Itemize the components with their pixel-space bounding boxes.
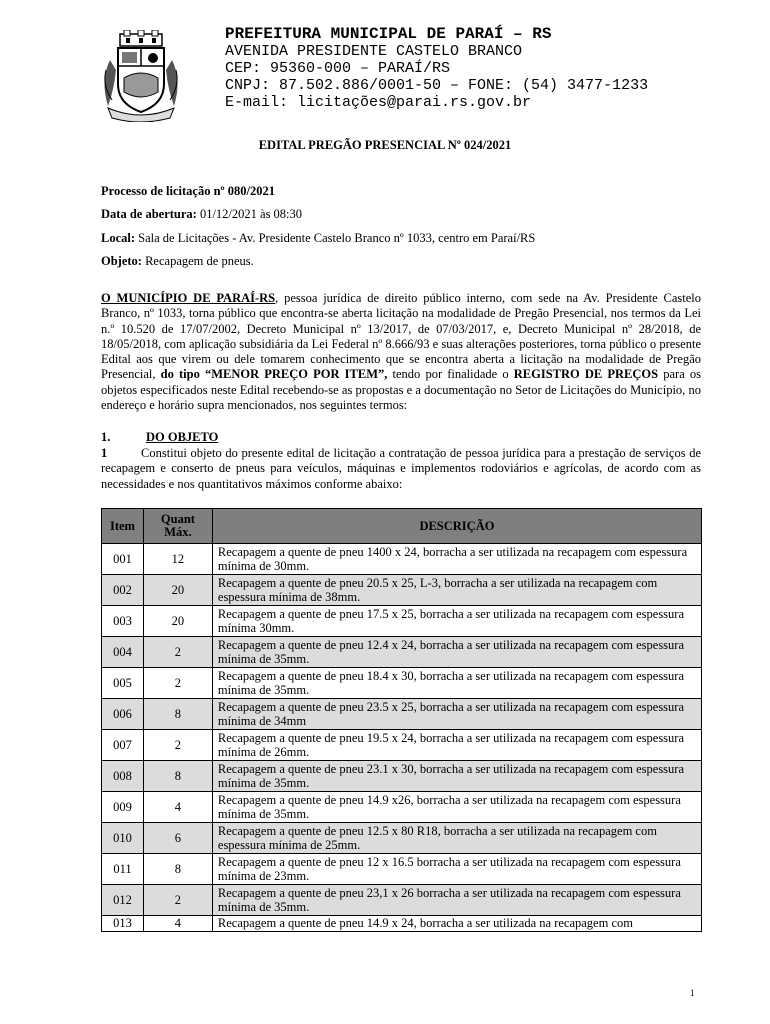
- table-row: [102, 761, 702, 792]
- data-label: Data de abertura:: [101, 207, 197, 221]
- cnpj-phone-line: CNPJ: 87.502.886/0001-50 – FONE: (54) 3477-1233: [225, 77, 649, 94]
- cell-item: 009: [102, 792, 144, 823]
- table-row: [102, 885, 702, 916]
- cell-quant: 8: [143, 699, 212, 730]
- data-value: 01/12/2021 às 08:30: [196, 207, 303, 221]
- cell-description: Recapagem a quente de pneu 12.4 x 24, borracha a ser utilizada na recapagem com espessura mínima de 35mm.: [212, 637, 701, 668]
- header-descricao: DESCRIÇÃO: [212, 509, 701, 544]
- section-heading: [101, 430, 218, 445]
- table-row: [102, 668, 702, 699]
- document-title: EDITAL PREGÃO PRESENCIAL Nº 024/2021: [258, 138, 512, 152]
- section-body: [101, 446, 701, 492]
- table-row: [102, 792, 702, 823]
- cell-quant: 20: [143, 575, 212, 606]
- processo-label: Processo de licitação nº 080/2021: [101, 184, 276, 198]
- cell-item: 002: [102, 575, 144, 606]
- page-number: 1: [690, 988, 695, 998]
- local-line: [101, 231, 701, 246]
- subsection-number: 1: [101, 446, 108, 460]
- coat-of-arms-icon: [98, 30, 184, 122]
- cell-item: 010: [102, 823, 144, 854]
- cell-description: Recapagem a quente de pneu 14.9 x 24, borracha a ser utilizada na recapagem com: [212, 916, 701, 932]
- cell-description: Recapagem a quente de pneu 1400 x 24, borracha a ser utilizada na recapagem com espessura mínima de 30mm.: [212, 544, 701, 575]
- cell-description: Recapagem a quente de pneu 14.9 x26, borracha a ser utilizada na recapagem com espessura mínima de 35mm.: [212, 792, 701, 823]
- intro-text-1: , pessoa jurídica de direito público interno, com sede na Av. Presidente Castelo Branco, nº 1033, torna público que encontra-se aberta licitação na modalidade de Pregão Presencial, nos termos da Lei n.º 10.520 de 17/07/2002, Decreto Municipal nº 13/2017, de 07/03/2017, e, Decreto Municipal nº 28/2018, de 18/05/2018, com aplicação subsidiária da Lei Federal nº 8.666/93 e suas alterações posteriores, torna público o presente Edital aos que virem ou dele tomarem conhecimento que se encontra aberta a licitação na modalidade de Pregão Presencial,: [101, 291, 701, 382]
- section-text: Constitui objeto do presente edital de licitação a contratação de pessoa jurídica para a prestação de serviços de recapagem e conserto de pneus para veículos, máquinas e implementos rodoviários e agrícolas, de acordo com as necessidades e nos quantitativos máximos conforme abaixo:: [101, 446, 701, 491]
- cell-item: 005: [102, 668, 144, 699]
- cell-item: 001: [102, 544, 144, 575]
- table-row: [102, 606, 702, 637]
- tipo-text: do tipo “MENOR PREÇO POR ITEM”,: [160, 367, 388, 382]
- cell-description: Recapagem a quente de pneu 23,1 x 26 borracha a ser utilizada na recapagem com espessura mínima de 35mm.: [212, 885, 701, 916]
- municipality-name: PREFEITURA MUNICIPAL DE PARAÍ – RS: [225, 25, 552, 43]
- data-abertura-line: [101, 207, 701, 222]
- cell-quant: 2: [143, 885, 212, 916]
- table-row: [102, 544, 702, 575]
- processo-line: [101, 184, 701, 199]
- intro-text-2: tendo por finalidade o: [387, 367, 514, 382]
- intro-paragraph: [101, 291, 701, 413]
- cell-quant: 2: [143, 668, 212, 699]
- header-item: Item: [102, 509, 144, 544]
- objeto-value: Recapagem de pneus.: [141, 254, 254, 268]
- cep-line: CEP: 95360-000 – PARAÍ/RS: [225, 60, 451, 77]
- table-row: [102, 730, 702, 761]
- cell-item: 012: [102, 885, 144, 916]
- municipio-name: O MUNICÍPIO DE PARAÍ-RS: [101, 291, 276, 305]
- table-row: [102, 823, 702, 854]
- table-row: [102, 916, 702, 932]
- table-row: [102, 637, 702, 668]
- cell-item: 007: [102, 730, 144, 761]
- cell-quant: 6: [143, 823, 212, 854]
- cell-quant: 2: [143, 730, 212, 761]
- cell-item: 011: [102, 854, 144, 885]
- cell-description: Recapagem a quente de pneu 18.4 x 30, borracha a ser utilizada na recapagem com espessura mínima de 35mm.: [212, 668, 701, 699]
- cell-item: 008: [102, 761, 144, 792]
- cell-quant: 8: [143, 761, 212, 792]
- section-number: 1.: [101, 430, 111, 444]
- local-label: Local:: [101, 231, 136, 245]
- cell-description: Recapagem a quente de pneu 23.1 x 30, borracha a ser utilizada na recapagem com espessura mínima de 35mm.: [212, 761, 701, 792]
- intro-text-3: para os objetos especificados neste Edital recebendo-se as propostas e a documentação no Setor de Licitações do Município, no endereço e horário supra mencionados, nos seguintes termos:: [101, 367, 701, 413]
- cell-description: Recapagem a quente de pneu 20.5 x 25, L-3, borracha a ser utilizada na recapagem com espessura mínima de 38mm.: [212, 575, 701, 606]
- table-header-row: [102, 509, 702, 544]
- cell-description: Recapagem a quente de pneu 23.5 x 25, borracha a ser utilizada na recapagem com espessura mínima de 34mm: [212, 699, 701, 730]
- header-quant: Quant Máx.: [143, 509, 212, 544]
- cell-item: 003: [102, 606, 144, 637]
- address-line: AVENIDA PRESIDENTE CASTELO BRANCO: [225, 43, 523, 60]
- cell-item: 004: [102, 637, 144, 668]
- table-row: [102, 854, 702, 885]
- email-line: E-mail: licitações@parai.rs.gov.br: [225, 94, 532, 111]
- objeto-label: Objeto:: [101, 254, 142, 268]
- registro-text: REGISTRO DE PREÇOS: [513, 367, 659, 382]
- cell-description: Recapagem a quente de pneu 12.5 x 80 R18, borracha a ser utilizada na recapagem com espessura mínima de 25mm.: [212, 823, 701, 854]
- cell-quant: 12: [143, 544, 212, 575]
- cell-quant: 2: [143, 637, 212, 668]
- letterhead: [98, 26, 698, 126]
- table-row: [102, 575, 702, 606]
- local-value: Sala de Licitações - Av. Presidente Castelo Branco nº 1033, centro em Paraí/RS: [135, 231, 536, 245]
- cell-description: Recapagem a quente de pneu 17.5 x 25, borracha a ser utilizada na recapagem com espessura mínima 30mm.: [212, 606, 701, 637]
- cell-description: Recapagem a quente de pneu 12 x 16.5 borracha a ser utilizada na recapagem com espessura mínima de 23mm.: [212, 854, 701, 885]
- cell-item: 006: [102, 699, 144, 730]
- objeto-line: [101, 254, 701, 269]
- table-row: [102, 699, 702, 730]
- cell-quant: 4: [143, 792, 212, 823]
- cell-item: 013: [102, 916, 144, 932]
- section-title: DO OBJETO: [146, 430, 219, 444]
- cell-description: Recapagem a quente de pneu 19.5 x 24, borracha a ser utilizada na recapagem com espessura mínima de 26mm.: [212, 730, 701, 761]
- cell-quant: 20: [143, 606, 212, 637]
- cell-quant: 4: [143, 916, 212, 932]
- cell-quant: 8: [143, 854, 212, 885]
- items-table: [101, 508, 702, 932]
